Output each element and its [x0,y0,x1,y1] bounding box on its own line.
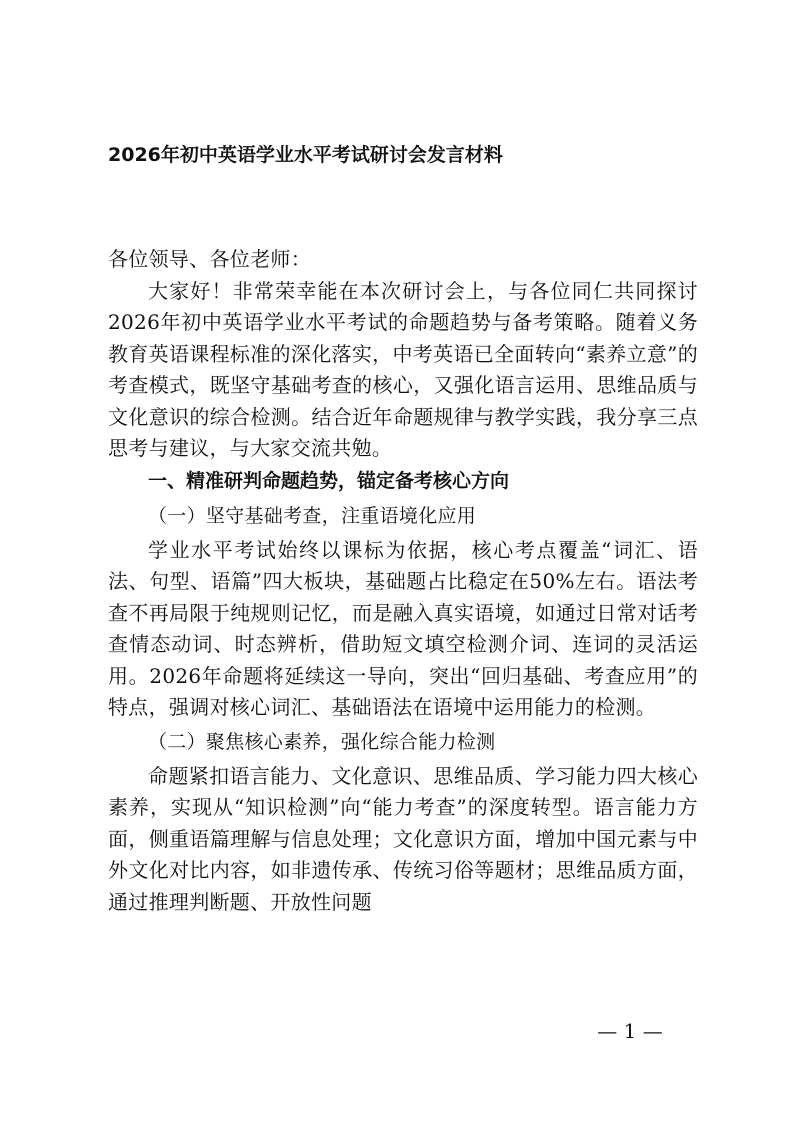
subsection-2-paragraph: 命题紧扣语言能力、文化意识、思维品质、学习能力四大核心素养，实现从“知识检测”向“能力考查”的深度转型。语言能力方面，侧重语篇理解与信息处理；文化意识方面，增加中国元素与中外文化对比内容，如非遗传承、传统习俗等题材；思维品质方面，通过推理判断题、开放性问题 [108,763,698,914]
document-title: 2026年初中英语学业水平考试研讨会发言材料 [108,144,503,166]
subsection-1-heading: （一）坚守基础考查，注重语境化应用 [148,504,477,527]
salutation: 各位领导、各位老师： [108,247,311,271]
subsection-2-heading: （二）聚焦核心素养，强化综合能力检测 [148,730,496,753]
subsection-1-paragraph: 学业水平考试始终以课标为依据，核心考点覆盖“词汇、语法、句型、语篇”四大板块，基础题占比稳定在50%左右。语法考查不再局限于纯规则记忆，而是融入真实语境，如通过日常对话考查情态动词、时态辨析，借助短文填空检测介词、连词的灵活运用。2026年命题将延续这一导向，突出“回归基础、考查应用”的特点，强调对核心词汇、基础语法在语境中运用能力的检测。 [108,537,698,719]
page-number: — 1 — [597,1019,663,1043]
document-body [108,244,698,918]
intro-paragraph: 大家好！非常荣幸能在本次研讨会上，与各位同仁共同探讨2026年初中英语学业水平考试的命题趋势与备考策略。随着义务教育英语课程标准的深化落实，中考英语已全面转向“素养立意”的考查模式，既坚守基础考查的核心，又强化语言运用、思维品质与文化意识的综合检测。结合近年命题规律与教学实践，我分享三点思考与建议，与大家交流共勉。 [108,278,698,460]
section-1-heading: 一、精准研判命题趋势，锚定备考核心方向 [148,469,510,492]
